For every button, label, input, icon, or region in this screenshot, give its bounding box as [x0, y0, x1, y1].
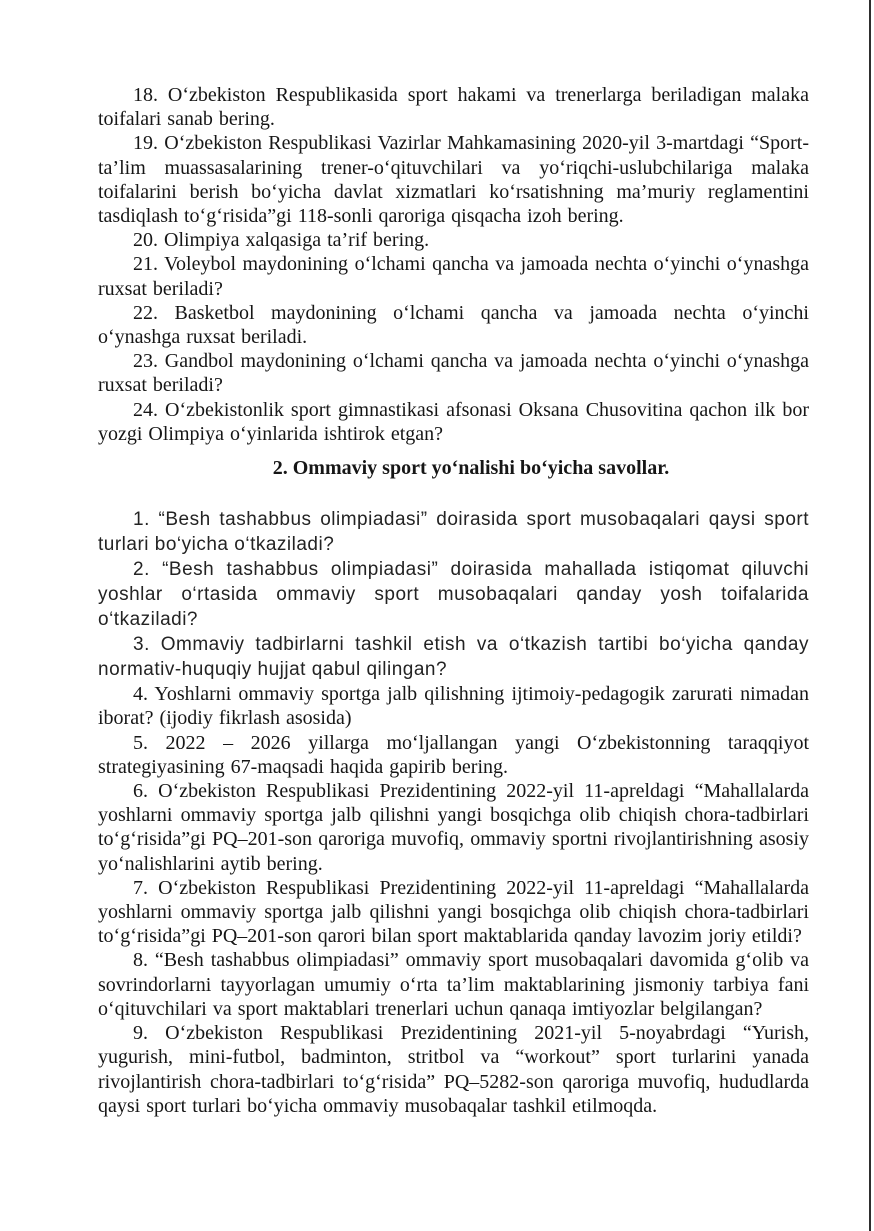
section2-question-item-5: 5. 2022 – 2026 yillarga mo‘ljallangan yangi O‘zbekistonning taraqqiyot strategiyasining 67-maqsadi haqida gapirib bering. — [98, 731, 809, 778]
question-item-18: 18. O‘zbekiston Respublikasida sport hakami va trenerlarga beriladigan malaka toifalari sanab bering. — [98, 84, 809, 131]
section2-question-item-9: 9. O‘zbekiston Respublikasi Prezidentining 2021-yil 5-noyabrdagi “Yurish, yugurish, mini-futbol, badminton, stritbol va “workout” sport turlarini yanada rivojlantirish chora-tadbirlari to‘g‘risida” PQ–5282-son qaroriga muvofiq, hududlarda qaysi sport turlari bo‘yicha ommaviy musobaqalar tashkil etilmoqda. — [98, 1022, 809, 1117]
question-item-24: 24. O‘zbekistonlik sport gimnastikasi afsonasi Oksana Chusovitina qachon ilk bor yozgi Olimpiya o‘yinlarida ishtirok etgan? — [98, 398, 809, 445]
section2-question-item-4: 4. Yoshlarni ommaviy sportga jalb qilishning ijtimoiy-pedagogik zarurati nimadan iborat? (ijodiy fikrlash asosida) — [98, 683, 809, 730]
document-content — [98, 83, 809, 1118]
question-item-21: 21. Voleybol maydonining o‘lchami qancha va jamoada nechta o‘yinchi o‘ynashga ruxsat beriladi? — [98, 253, 809, 300]
section2-question-item-3: 3. Ommaviy tadbirlarni tashkil etish va o‘tkazish tartibi bo‘yicha qanday normativ-huquqiy hujjat qabul qilingan? — [98, 634, 809, 681]
section2-question-item-6: 6. O‘zbekiston Respublikasi Prezidentining 2022-yil 11-apreldagi “Mahallalarda yoshlarni ommaviy sportga jalb qilishni yangi bosqichga olib chiqish chora-tadbirlari to‘g‘risida”gi PQ–201-son qaroriga muvofiq, ommaviy sportni rivojlantirishning asosiy yo‘nalishlarini aytib bering. — [98, 780, 809, 875]
right-page-border-line — [869, 0, 871, 1231]
question-item-19: 19. O‘zbekiston Respublikasi Vazirlar Mahkamasining 2020-yil 3-martdagi “Sport-ta’lim muassasalarining trener-o‘qituvchilari va yo‘riqchi-uslubchilariga malaka toifalarini berish bo‘yicha davlat xizmatlari ko‘rsatishning ma’muriy reglamentini tasdiqlash to‘g‘risida”gi 118-sonli qaroriga qisqacha izoh bering. — [98, 132, 809, 228]
section2-question-item-2: 2. “Besh tashabbus olimpiadasi” doirasida mahallada istiqomat qiluvchi yoshlar o‘rtasida ommaviy sport musobaqalari qanday yosh toifalarida o‘tkaziladi? — [98, 559, 809, 631]
section-2-heading: 2. Ommaviy sport yo‘nalishi bo‘yicha savollar. — [272, 457, 670, 480]
question-item-20: 20. Olimpiya xalqasiga ta’rif bering. — [133, 229, 430, 252]
section2-question-item-8: 8. “Besh tashabbus olimpiadasi” ommaviy sport musobaqalari davomida g‘olib va sovrindorlarni tayyorlagan umumiy o‘rta ta’lim maktablarining jismoniy tarbiya fani o‘qituvchilari va sport maktablari trenerlari uchun qanaqa imtiyozlar belgilangan? — [98, 949, 809, 1020]
question-item-23: 23. Gandbol maydonining o‘lchami qancha va jamoada nechta o‘yinchi o‘ynashga ruxsat beriladi? — [98, 350, 809, 397]
section2-question-item-7: 7. O‘zbekiston Respublikasi Prezidentining 2022-yil 11-apreldagi “Mahallalarda yoshlarni ommaviy sportga jalb qilishni yangi bosqichga olib chiqish chora-tadbirlari to‘g‘risida”gi PQ–201-son qarori bilan sport maktablarida qanday lavozim joriy etildi? — [98, 876, 809, 948]
question-item-22: 22. Basketbol maydonining o‘lchami qancha va jamoada nechta o‘yinchi o‘ynashga ruxsat beriladi. — [98, 301, 809, 349]
section2-question-item-1: 1. “Besh tashabbus olimpiadasi” doirasida sport musobaqalari qaysi sport turlari bo‘yicha o‘tkaziladi? — [98, 509, 809, 556]
